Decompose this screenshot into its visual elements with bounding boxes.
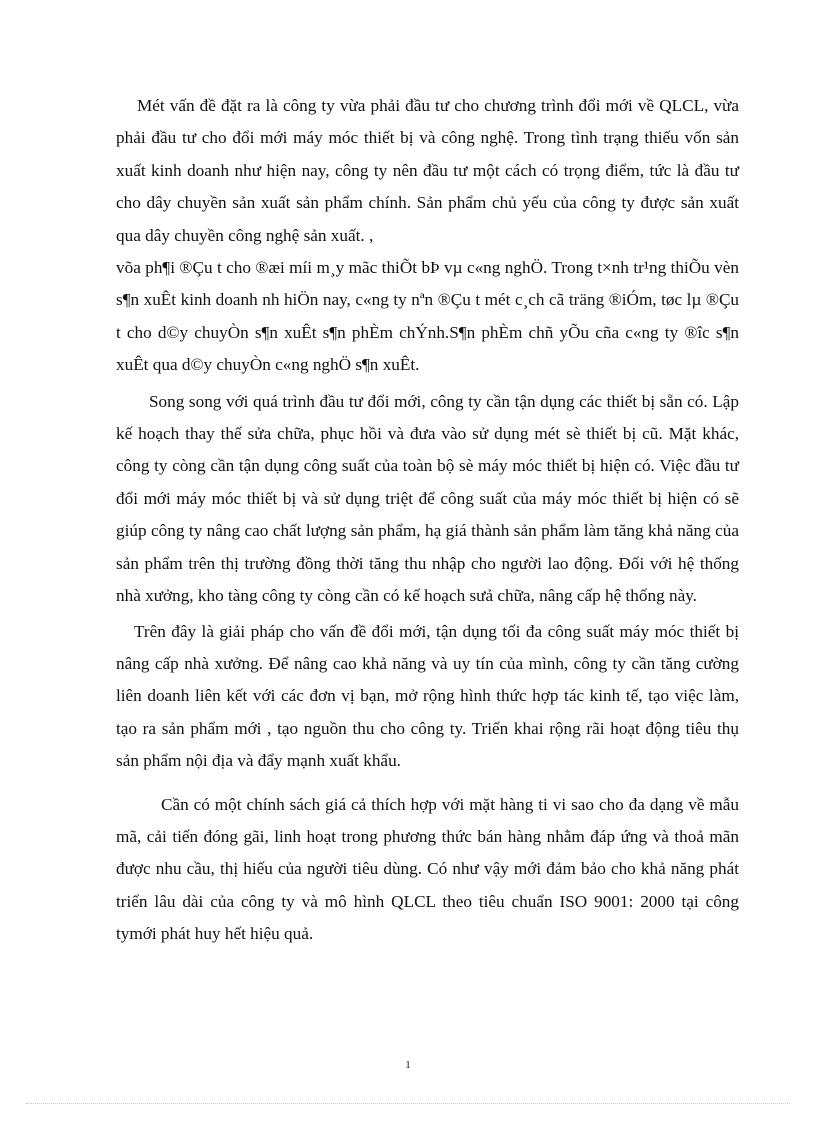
paragraph-1 <box>116 90 739 382</box>
footer-divider <box>26 1103 790 1104</box>
paragraph-2: Song song với quá trình đầu tư đổi mới, công ty cần tận dụng các thiết bị sẵn có. Lập kế hoạch thay thế sửa chữa, phục hồi và đưa vào sử dụng mét sè thiết bị cũ. Mặt khác, công ty còng cần tận dụng công suất của toàn bộ sè máy móc thiết bị hiện có. Việc đầu tư đổi mới máy móc thiết bị và sử dụng triệt để công suất của máy móc thiết bị hiện có sẽ giúp công ty nâng cao chất lượng sản phẩm, hạ giá thành sản phẩm làm tăng khả năng của sản phẩm trên thị trường đồng thời tăng thu nhập cho người lao động. Đối với hệ thống nhà xưởng, kho tàng công ty còng cần có kế hoạch sưả chữa, nâng cấp hệ thống này. <box>116 391 739 606</box>
paragraph-1-text: Mét vấn đề đặt ra là công ty vừa phải đầu tư cho chương trình đổi mới về QLCL, vừa phải đầu tư cho đổi mới máy móc thiết bị và công nghệ. Trong tình trạng thiếu vốn sản xuất kinh doanh như hiện nay, công ty nên đầu tư một cách có trọng điểm, tức là đầu tư cho dây chuyền sản xuất sản phẩm chính. Sản phẩm chủ yếu của công ty được sản xuất qua dây chuyền công nghệ sản xuất. , <box>116 96 739 245</box>
paragraph-4: Cần có một chính sách giá cả thích hợp với mặt hàng ti vi sao cho đa dạng về mẫu mã, cải tiến đóng gãi, linh hoạt trong phương thức bán hàng nhằm đáp ứng và thoả mãn được nhu cầu, thị hiếu của người tiêu dùng. Có như vậy mới đảm bảo cho khả năng phát triển lâu dài của công ty và mô hình QLCL theo tiêu chuẩn ISO 9001: 2000 tại công tymới phát huy hết hiệu quả. <box>116 794 739 944</box>
body-text <box>116 90 739 951</box>
page-number: 1 <box>405 1059 411 1071</box>
paragraph-3: Trên đây là giải pháp cho vấn đề đổi mới, tận dụng tối đa công suất máy móc thiết bị nâng cấp nhà xưởng. Để nâng cao khả năng và uy tín của mình, công ty cần tăng cường liên doanh liên kết với các đơn vị bạn, mở rộng hình thức hợp tác kinh tế, tạo việc làm, tạo ra sản phẩm mới , tạo nguồn thu cho công ty. Triển khai rộng rãi hoạt động tiêu thụ sản phẩm nội địa và đẩy mạnh xuất khẩu. <box>116 621 739 771</box>
paragraph-1-garbled-text: võa ph¶i ®Çu t cho ®æi míi m¸y mãc thiÕt bÞ vµ c«ng nghÖ. Trong t×nh tr¹ng thiÕu vèn s¶n xuÊt kinh doanh nh hiÖn nay, c«ng ty nªn ®Çu t mét c¸ch cã träng ®iÓm, tøc lµ ®Çu t cho d©y chuyÒn s¶n xuÊt s¶n phÈm chÝnh.S¶n phÈm chñ yÕu cña c«ng ty ®îc s¶n xuÊt qua d©y chuyÒn c«ng nghÖ s¶n xuÊt. <box>116 258 739 375</box>
